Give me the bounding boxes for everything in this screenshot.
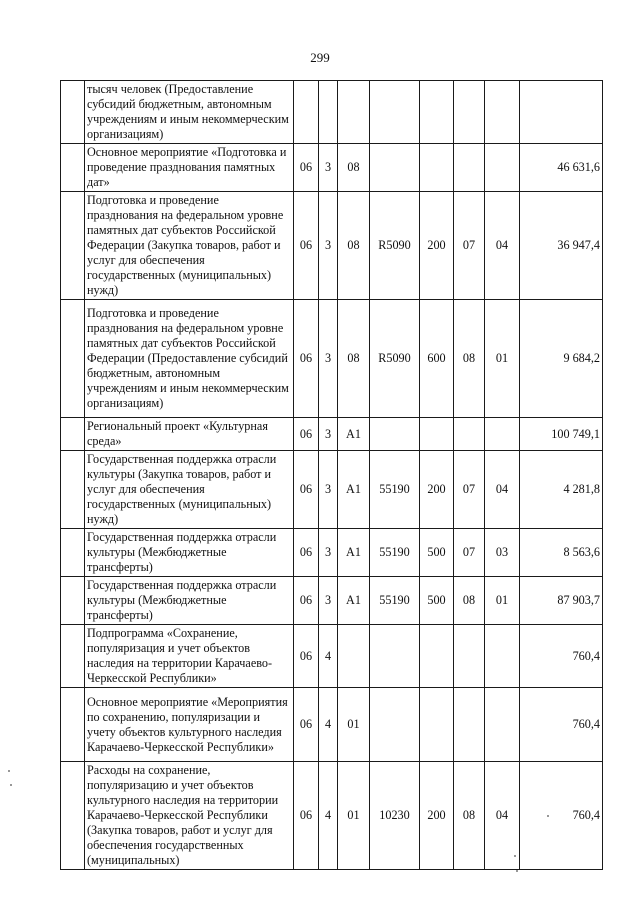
expense-type-cell: 200 <box>420 762 454 870</box>
item-name-cell: Государственная поддержка отрасли культуры (Межбюджетные трансферты) <box>85 529 294 577</box>
section-cell <box>454 625 485 688</box>
item-name-cell: тысяч человек (Предоставление субсидий бюджетным, автономным учреждениям и иным некоммерческим организациям) <box>85 81 294 144</box>
amount-cell: 760,4 <box>520 625 603 688</box>
table-row <box>61 451 603 529</box>
section-cell <box>454 81 485 144</box>
item-name-cell: Подготовка и проведение празднования на федеральном уровне памятных дат субъектов Российской Федерации (Предоставление субсидий бюджетным, автономным учреждениям и иным некоммерческим организациям) <box>85 300 294 418</box>
item-name-cell: Государственная поддержка отрасли культуры (Межбюджетные трансферты) <box>85 577 294 625</box>
subsection-cell <box>485 688 520 762</box>
table-row <box>61 577 603 625</box>
expense-type-cell: 200 <box>420 451 454 529</box>
amount-cell: 36 947,4 <box>520 192 603 300</box>
scan-speck <box>514 855 516 857</box>
direction-code-cell <box>370 688 420 762</box>
measure-code-cell: A1 <box>338 529 370 577</box>
program-code-cell: 06 <box>294 192 319 300</box>
measure-code-cell: 08 <box>338 144 370 192</box>
subsection-cell: 04 <box>485 192 520 300</box>
margin-cell <box>61 300 85 418</box>
program-code-cell: 06 <box>294 577 319 625</box>
amount-cell: 87 903,7 <box>520 577 603 625</box>
direction-code-cell <box>370 81 420 144</box>
page-number: 299 <box>310 50 330 65</box>
direction-code-cell: 10230 <box>370 762 420 870</box>
item-name-cell: Основное мероприятие «Мероприятия по сохранению, популяризации и учету объектов культурного наследия Карачаево-Черкесской Республики» <box>85 688 294 762</box>
direction-code-cell: R5090 <box>370 300 420 418</box>
amount-cell: 4 281,8 <box>520 451 603 529</box>
table-row <box>61 762 603 870</box>
scan-speck <box>10 784 12 786</box>
program-code-cell: 06 <box>294 762 319 870</box>
section-cell: 08 <box>454 577 485 625</box>
scan-speck <box>516 870 518 872</box>
margin-cell <box>61 625 85 688</box>
expense-type-cell: 500 <box>420 577 454 625</box>
expense-type-cell: 200 <box>420 192 454 300</box>
margin-cell <box>61 418 85 451</box>
program-code-cell: 06 <box>294 418 319 451</box>
item-name-cell: Подготовка и проведение празднования на федеральном уровне памятных дат субъектов Российской Федерации (Закупка товаров, работ и услуг для обеспечения государственных (муниципальных) нужд) <box>85 192 294 300</box>
table-row <box>61 529 603 577</box>
subprogram-code-cell <box>319 81 338 144</box>
measure-code-cell: A1 <box>338 577 370 625</box>
subprogram-code-cell: 3 <box>319 300 338 418</box>
subprogram-code-cell: 3 <box>319 529 338 577</box>
direction-code-cell: R5090 <box>370 192 420 300</box>
program-code-cell: 06 <box>294 300 319 418</box>
table-row <box>61 625 603 688</box>
scan-speck <box>8 770 10 772</box>
budget-table <box>60 80 603 870</box>
subprogram-code-cell: 3 <box>319 451 338 529</box>
direction-code-cell: 55190 <box>370 451 420 529</box>
amount-cell: 9 684,2 <box>520 300 603 418</box>
item-name-cell: Подпрограмма «Сохранение, популяризация и учет объектов наследия на территории Карачаево-Черкесской Республики» <box>85 625 294 688</box>
measure-code-cell: 08 <box>338 300 370 418</box>
direction-code-cell <box>370 625 420 688</box>
program-code-cell: 06 <box>294 451 319 529</box>
direction-code-cell <box>370 144 420 192</box>
amount-cell: 46 631,6 <box>520 144 603 192</box>
measure-code-cell: 01 <box>338 688 370 762</box>
expense-type-cell: 500 <box>420 529 454 577</box>
expense-type-cell <box>420 688 454 762</box>
amount-cell: 8 563,6 <box>520 529 603 577</box>
measure-code-cell: A1 <box>338 418 370 451</box>
subsection-cell: 01 <box>485 300 520 418</box>
subsection-cell <box>485 81 520 144</box>
section-cell: 08 <box>454 762 485 870</box>
expense-type-cell <box>420 144 454 192</box>
subprogram-code-cell: 4 <box>319 688 338 762</box>
measure-code-cell: A1 <box>338 451 370 529</box>
item-name-cell: Основное мероприятие «Подготовка и проведение празднования памятных дат» <box>85 144 294 192</box>
expense-type-cell <box>420 81 454 144</box>
measure-code-cell: 01 <box>338 762 370 870</box>
program-code-cell: 06 <box>294 529 319 577</box>
item-name-cell: Государственная поддержка отрасли культуры (Закупка товаров, работ и услуг для обеспечения государственных (муниципальных) нужд) <box>85 451 294 529</box>
margin-cell <box>61 577 85 625</box>
program-code-cell <box>294 81 319 144</box>
amount-cell: 760,4 <box>520 688 603 762</box>
margin-cell <box>61 81 85 144</box>
subsection-cell <box>485 418 520 451</box>
margin-cell <box>61 762 85 870</box>
subprogram-code-cell: 3 <box>319 418 338 451</box>
program-code-cell: 06 <box>294 625 319 688</box>
subprogram-code-cell: 3 <box>319 192 338 300</box>
table-row <box>61 418 603 451</box>
table-row <box>61 192 603 300</box>
margin-cell <box>61 451 85 529</box>
program-code-cell: 06 <box>294 688 319 762</box>
subprogram-code-cell: 4 <box>319 625 338 688</box>
measure-code-cell: 08 <box>338 192 370 300</box>
direction-code-cell: 55190 <box>370 577 420 625</box>
subprogram-code-cell: 3 <box>319 144 338 192</box>
amount-cell: 760,4 <box>520 762 603 870</box>
table-row <box>61 300 603 418</box>
subsection-cell: 01 <box>485 577 520 625</box>
margin-cell <box>61 192 85 300</box>
subprogram-code-cell: 3 <box>319 577 338 625</box>
measure-code-cell <box>338 81 370 144</box>
section-cell <box>454 144 485 192</box>
margin-cell <box>61 529 85 577</box>
expense-type-cell: 600 <box>420 300 454 418</box>
direction-code-cell <box>370 418 420 451</box>
subsection-cell: 04 <box>485 451 520 529</box>
program-code-cell: 06 <box>294 144 319 192</box>
direction-code-cell: 55190 <box>370 529 420 577</box>
subsection-cell <box>485 625 520 688</box>
subsection-cell: 04 <box>485 762 520 870</box>
section-cell: 07 <box>454 451 485 529</box>
item-name-cell: Расходы на сохранение, популяризацию и учет объектов культурного наследия на территории Карачаево-Черкесской Республики (Закупка товаров, работ и услуг для обеспечения государственных (муниципальных) <box>85 762 294 870</box>
amount-cell: 100 749,1 <box>520 418 603 451</box>
margin-cell <box>61 144 85 192</box>
subsection-cell <box>485 144 520 192</box>
scan-speck <box>547 815 549 817</box>
section-cell: 08 <box>454 300 485 418</box>
subsection-cell: 03 <box>485 529 520 577</box>
section-cell: 07 <box>454 192 485 300</box>
table-row <box>61 688 603 762</box>
section-cell <box>454 688 485 762</box>
amount-cell <box>520 81 603 144</box>
item-name-cell: Региональный проект «Культурная среда» <box>85 418 294 451</box>
expense-type-cell <box>420 625 454 688</box>
section-cell: 07 <box>454 529 485 577</box>
measure-code-cell <box>338 625 370 688</box>
subprogram-code-cell: 4 <box>319 762 338 870</box>
table-row <box>61 81 603 144</box>
expense-type-cell <box>420 418 454 451</box>
margin-cell <box>61 688 85 762</box>
table-row <box>61 144 603 192</box>
section-cell <box>454 418 485 451</box>
